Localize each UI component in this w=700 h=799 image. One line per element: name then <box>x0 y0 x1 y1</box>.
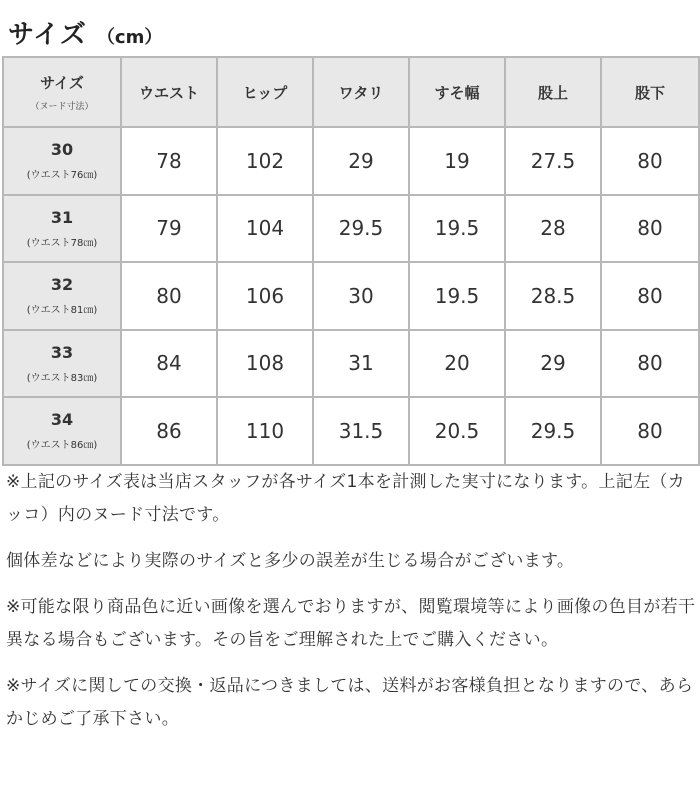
cell-hip: 110 <box>217 397 313 465</box>
header-hem-width: すそ幅 <box>409 57 505 127</box>
cell-inseam: 80 <box>601 397 699 465</box>
row-size-note: (ウエスト76㎝) <box>26 170 98 182</box>
cell-thigh: 29 <box>313 127 409 195</box>
row-size: 30 <box>50 140 74 160</box>
cell-thigh: 31.5 <box>313 397 409 465</box>
cell-waist: 86 <box>121 397 217 465</box>
row-size-note: (ウエスト86㎝) <box>26 440 98 452</box>
cell-hem-width: 19.5 <box>409 262 505 330</box>
header-size-sub: （ヌード寸法） <box>30 102 94 112</box>
cell-hem-width: 20.5 <box>409 397 505 465</box>
cell-inseam: 80 <box>601 195 699 263</box>
title-main: サイズ <box>8 20 87 50</box>
row-size: 33 <box>50 342 74 362</box>
row-size: 32 <box>50 275 74 295</box>
cell-thigh: 31 <box>313 330 409 398</box>
header-size <box>3 57 121 127</box>
table-row <box>3 330 699 398</box>
cell-waist: 79 <box>121 195 217 263</box>
table-row <box>3 397 699 465</box>
header-inseam: 股下 <box>601 57 699 127</box>
note-measurement: ※上記のサイズ表は当店スタッフが各サイズ1本を計測した実寸になります。上記左（カッコ）内のヌード寸法です。 <box>6 472 685 525</box>
row-size: 31 <box>50 207 74 227</box>
header-waist: ウエスト <box>121 57 217 127</box>
note-variance: 個体差などにより実際のサイズと多少の誤差が生じる場合がございます。 <box>6 551 575 571</box>
cell-hip: 104 <box>217 195 313 263</box>
cell-inseam: 80 <box>601 127 699 195</box>
row-size-cell <box>3 397 121 465</box>
row-size-cell <box>3 262 121 330</box>
title-unit: （cm） <box>96 27 163 48</box>
cell-waist: 78 <box>121 127 217 195</box>
note-returns: ※サイズに関しての交換・返品につきましては、送料がお客様負担となりますので、あらかじめご了承下さい。 <box>6 676 694 729</box>
cell-hem-width: 19 <box>409 127 505 195</box>
cell-hem-width: 20 <box>409 330 505 398</box>
header-size-label: サイズ <box>40 74 84 92</box>
cell-thigh: 30 <box>313 262 409 330</box>
header-rise: 股上 <box>505 57 601 127</box>
cell-hip: 108 <box>217 330 313 398</box>
row-size-cell <box>3 195 121 263</box>
cell-inseam: 80 <box>601 262 699 330</box>
note-color: ※可能な限り商品色に近い画像を選んでおりますが、閲覧環境等により画像の色目が若干異なる場合もございます。その旨をご理解された上でご購入ください。 <box>6 597 696 650</box>
cell-inseam: 80 <box>601 330 699 398</box>
page-title <box>8 14 162 54</box>
row-size-note: (ウエスト78㎝) <box>26 237 98 249</box>
cell-rise: 27.5 <box>505 127 601 195</box>
cell-hip: 106 <box>217 262 313 330</box>
row-size-cell <box>3 127 121 195</box>
cell-rise: 28 <box>505 195 601 263</box>
cell-rise: 29 <box>505 330 601 398</box>
header-thigh: ワタリ <box>313 57 409 127</box>
cell-hip: 102 <box>217 127 313 195</box>
notes-section <box>6 466 696 749</box>
row-size-cell <box>3 330 121 398</box>
table-header-row <box>3 57 699 127</box>
cell-waist: 84 <box>121 330 217 398</box>
size-table <box>2 56 700 466</box>
cell-rise: 28.5 <box>505 262 601 330</box>
cell-thigh: 29.5 <box>313 195 409 263</box>
row-size-note: (ウエスト83㎝) <box>26 372 98 384</box>
row-size-note: (ウエスト81㎝) <box>26 305 98 317</box>
table-row <box>3 262 699 330</box>
table-row <box>3 127 699 195</box>
cell-rise: 29.5 <box>505 397 601 465</box>
row-size: 34 <box>50 410 74 430</box>
cell-waist: 80 <box>121 262 217 330</box>
header-hip: ヒップ <box>217 57 313 127</box>
table-row <box>3 195 699 263</box>
cell-hem-width: 19.5 <box>409 195 505 263</box>
